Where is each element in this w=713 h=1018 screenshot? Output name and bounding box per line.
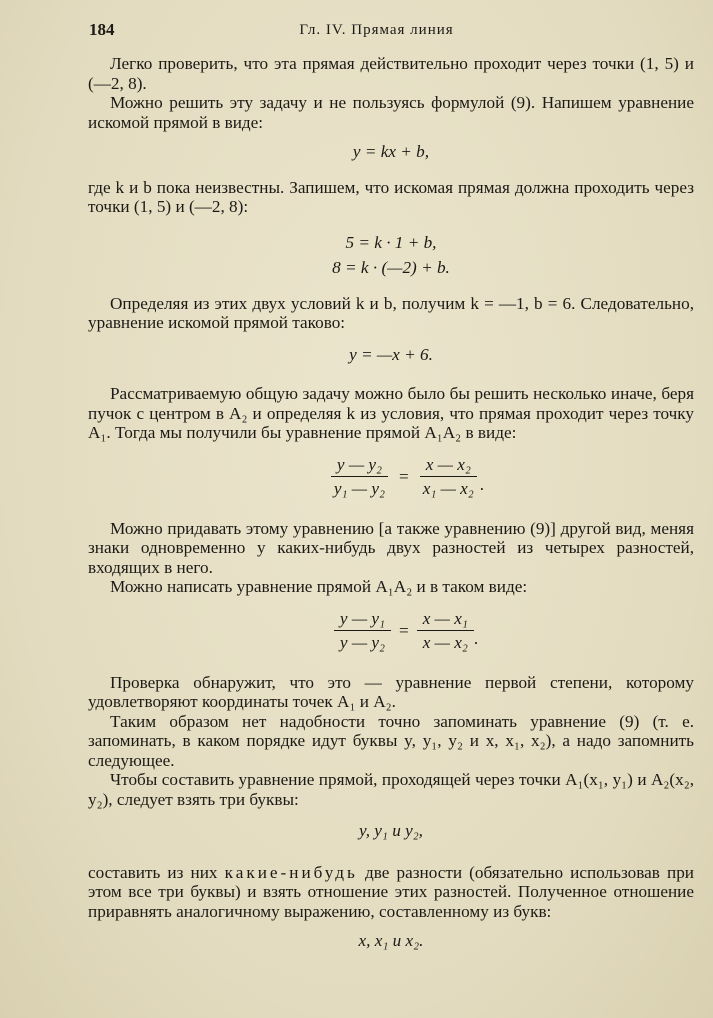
formula-letters-x: x, x₁ и x₂. — [358, 931, 424, 950]
formula-period: . — [479, 475, 485, 494]
paragraph-8: Проверка обнаружит, что это — уравнение первой степени, которому удовлетворяют координаты точек A₁ и A₂. — [88, 672, 694, 711]
paragraph-2: Можно решить эту задачу и не пользуясь формулой (9). Напишем уравнение искомой прямой в виде: — [88, 93, 694, 132]
paragraph-6: Можно придавать этому уравнению [а также уравнению (9)] другой вид, меняя знаки одновременно у каких-нибудь двух разностей из четырех разностей, входящих в него. — [88, 518, 694, 577]
fraction-right — [417, 609, 474, 653]
paragraph-10: Чтобы составить уравнение прямой, проходящей через точки A₁(x₁, y₁) и A₂(x₂, y₂), следует взять три буквы: — [88, 770, 694, 809]
fraction-denominator: x — x₂ — [422, 633, 468, 652]
equals-sign: = — [399, 620, 409, 640]
formula-line-equation: y = kx + b, — [352, 142, 430, 161]
paragraph-3: где k и b пока неизвестны. Запишем, что искомая прямая должна проходить через точки (1, 5) и (—2, 8): — [88, 177, 694, 216]
fraction-numerator: y — y₂ — [331, 455, 388, 478]
fraction-denominator: y₁ — y₂ — [333, 479, 385, 498]
equals-sign: = — [399, 466, 409, 486]
fraction-right — [417, 455, 480, 499]
formula-letters-y: y, y₁ и y₂, — [359, 821, 423, 840]
formula-condition-2: 8 = k · (—2) + b. — [332, 258, 450, 277]
page-number: 184 — [89, 20, 115, 39]
paragraph-7: Можно написать уравнение прямой A₁A₂ и в таком виде: — [110, 577, 528, 596]
spaced-emphasis: какие-нибудь — [224, 862, 358, 882]
paragraph-9: Таким образом нет надобности точно запоминать уравнение (9) (т. е. запоминать, в каком порядке идут буквы y, y₁, y₂ и x, x₁, x₂), а надо запомнить следующее. — [88, 711, 694, 770]
page-body — [88, 54, 694, 951]
fraction-denominator: x₁ — x₂ — [422, 479, 474, 498]
paragraph-11-start: составить из них — [88, 862, 218, 882]
paragraph-11-end: две разности (обязательно использовав при этом все три буквы) и взять отношение этих разностей. Полученное отношение приравнять аналогичному выражению, составленному из букв: — [88, 862, 694, 921]
fraction-numerator: y — y₁ — [334, 609, 391, 632]
formula-fraction-1 — [118, 455, 694, 499]
fraction-left — [334, 609, 391, 653]
fraction-numerator: x — x₁ — [417, 609, 474, 632]
running-title: Гл. IV. Прямая линия — [299, 22, 454, 38]
formula-period: . — [473, 629, 479, 648]
paragraph-4: Определяя из этих двух условий k и b, получим k = —1, b = 6. Следовательно, уравнение искомой прямой таково: — [88, 293, 694, 332]
formula-result: y = —x + 6. — [349, 344, 433, 364]
fraction-denominator: y — y₂ — [339, 633, 385, 652]
paragraph-11 — [88, 863, 694, 922]
fraction-numerator: x — x₂ — [420, 455, 477, 478]
page-header — [0, 18, 713, 42]
paragraph-1: Легко проверить, что эта прямая действительно проходит через точки (1, 5) и (—2, 8). — [88, 54, 694, 93]
paragraph-5: Рассматриваемую общую задачу можно было бы решить несколько иначе, беря пучок с центром в A₂ и определяя k из условия, что прямая проходит через точку A₁. Тогда мы получили бы уравнение прямой A₁A₂ в виде: — [88, 384, 694, 442]
formula-condition-1: 5 = k · 1 + b, — [345, 232, 437, 252]
fraction-left — [328, 455, 391, 499]
formula-fraction-2 — [118, 609, 694, 653]
